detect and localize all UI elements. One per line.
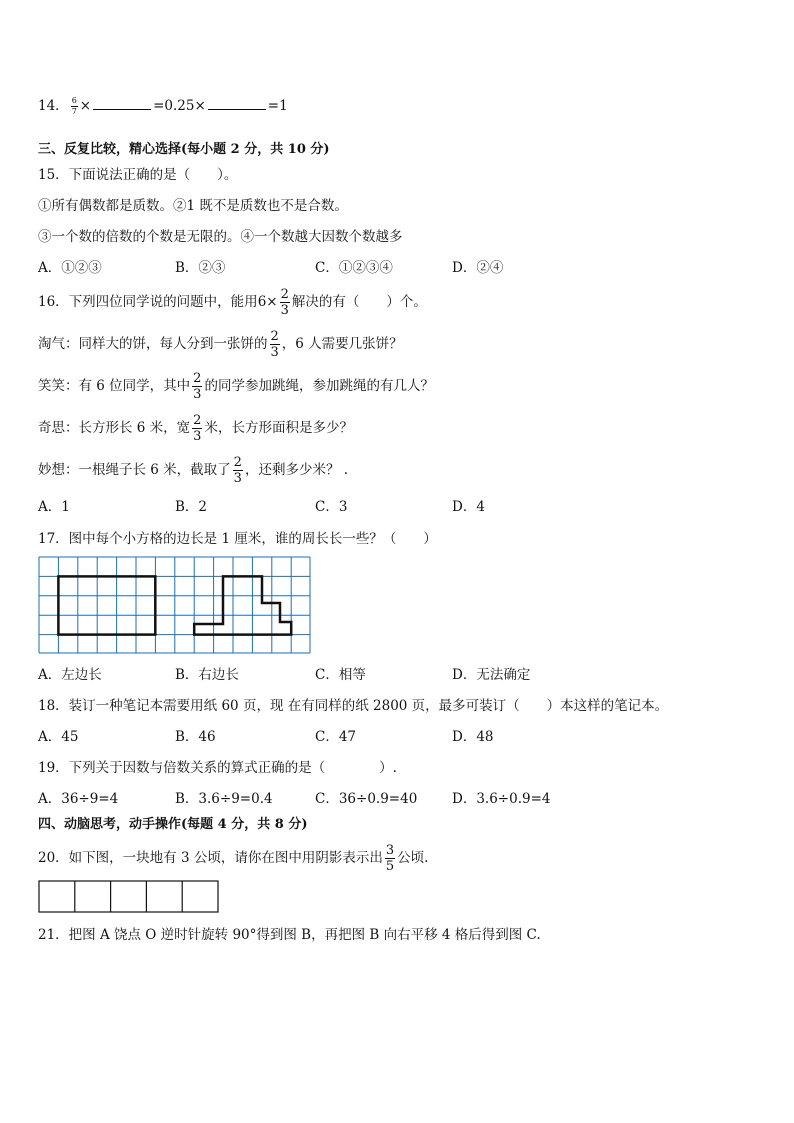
question-17-stem: 17．图中每个小方格的边长是 1 厘米，谁的周长长一些？（ ）: [38, 531, 437, 547]
option-a[interactable]: A．左边长: [38, 667, 102, 683]
fraction: $\frac{2}{3}$: [193, 413, 202, 444]
option-a[interactable]: A．36÷9=4: [38, 791, 119, 807]
option-b[interactable]: B．2: [175, 499, 208, 515]
left-rectangle-shape: [58, 576, 155, 634]
student-statement: 淘气：同样大的饼，每人分到一张饼的 $\frac{2}{3}$ ，6 人需要几张饼？: [38, 329, 403, 360]
option-d[interactable]: D．②④: [452, 260, 504, 276]
option-d[interactable]: D．无法确定: [452, 667, 531, 683]
option-c[interactable]: C．3: [315, 499, 348, 515]
option-d[interactable]: D．48: [452, 729, 494, 745]
answer-blank[interactable]: [93, 96, 151, 110]
grid-lines: [39, 557, 310, 653]
question-number: 14．: [38, 98, 69, 114]
question-16-stem: 16．下列四位同学说的问题中，能用6× $\frac{2}{3}$ 解决的有（ ）个。: [38, 287, 427, 318]
fraction: $\frac{2}{3}$: [270, 329, 279, 360]
option-c[interactable]: C．①②③④: [315, 260, 393, 276]
student-statement: 妙想：一根绳子长 6 米，截取了 $\frac{2}{3}$ ，还剩多少米？ .: [38, 455, 349, 486]
question-19-stem: 19．下列关于因数与倍数关系的算式正确的是（ ）.: [38, 760, 397, 776]
option-c[interactable]: C．相等: [315, 667, 366, 683]
option-a[interactable]: A．①②③: [38, 260, 102, 276]
option-b[interactable]: B．46: [175, 729, 216, 745]
option-d[interactable]: D．4: [452, 499, 485, 515]
right-step-shape: [194, 576, 291, 634]
land-strip-diagram[interactable]: [38, 880, 220, 914]
fraction: $\frac{6}{7}$: [71, 96, 77, 116]
grid-figure: [38, 556, 312, 654]
fraction: $\frac{2}{3}$: [193, 371, 202, 402]
option-b[interactable]: B．②③: [175, 260, 226, 276]
section-heading: 四、动脑思考，动手操作(每题 4 分，共 8 分): [38, 817, 308, 832]
option-b[interactable]: B．3.6÷9=0.4: [175, 791, 273, 807]
option-c[interactable]: C．47: [315, 729, 357, 745]
option-b[interactable]: B．右边长: [175, 667, 239, 683]
question-21-stem: 21．把图 A 饶点 O 逆时针旋转 90°得到图 B，再把图 B 向右平移 4 格后得到图 C.: [38, 927, 541, 943]
student-statement: 笑笑：有 6 位同学，其中 $\frac{2}{3}$ 的同学参加跳绳，参加跳绳的有几人？: [38, 371, 434, 402]
option-a[interactable]: A．45: [38, 729, 79, 745]
statement-line: ①所有偶数都是质数。②1 既不是质数也不是合数。: [38, 198, 348, 214]
fraction: $\frac{3}{5}$: [385, 843, 395, 874]
answer-blank[interactable]: [208, 96, 266, 110]
option-d[interactable]: D．3.6÷0.9=4: [452, 791, 551, 807]
section-heading: 三、反复比较，精心选择(每小题 2 分，共 10 分): [38, 142, 330, 157]
question-18-stem: 18．装订一种笔记本需要用纸 60 页，现 在有同样的纸 2800 页，最多可装订（ ）本这样的笔记本。: [38, 698, 669, 714]
statement-line: ③一个数的倍数的个数是无限的。④一个数越大因数个数越多: [38, 229, 403, 245]
question-15-stem: 15．下面说法正确的是（ ）。: [38, 167, 238, 183]
question-20-stem: 20．如下图，一块地有 3 公顷，请你在图中用阴影表示出 $\frac{3}{5}$ 公顷.: [38, 843, 429, 874]
fraction: $\frac{2}{3}$: [280, 287, 289, 318]
option-c[interactable]: C．36÷0.9=40: [315, 791, 418, 807]
fraction: $\frac{2}{3}$: [233, 455, 242, 486]
student-statement: 奇思：长方形长 6 米，宽 $\frac{2}{3}$ 米，长方形面积是多少？: [38, 413, 353, 444]
option-a[interactable]: A．1: [38, 499, 70, 515]
question-14: 14． $\frac{6}{7}$ × =0.25× =1: [38, 96, 288, 116]
